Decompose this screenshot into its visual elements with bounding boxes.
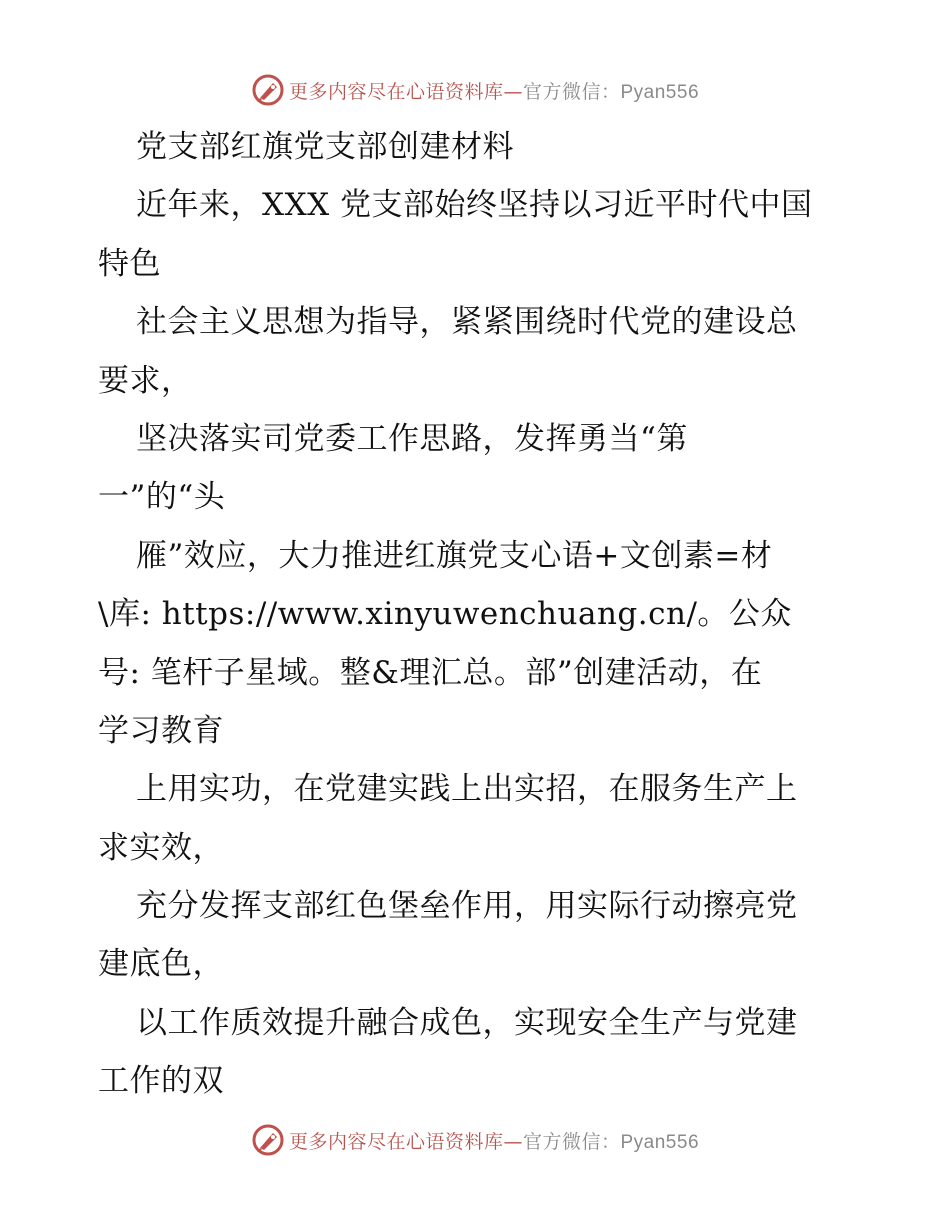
paragraph-line: 求实效， [98, 829, 224, 866]
header-watermark [0, 70, 950, 110]
paragraph-line: 近年来，XXX 党支部始终坚持以习近平时代中国 [136, 187, 813, 224]
paragraph-line: 特色 [98, 245, 161, 282]
paragraph-line: 要求， [98, 362, 193, 399]
footer-watermark [0, 1120, 950, 1160]
watermark-text: 更多内容尽在心语资料库—官方微信：Pyan556 [288, 1130, 700, 1153]
paragraph-line: 以工作质效提升融合成色，实现安全生产与党建 [136, 1004, 798, 1041]
paragraph-line: 社会主义思想为指导，紧紧围绕时代党的建设总 [136, 304, 798, 341]
paragraph-line: 建底色， [98, 946, 224, 983]
watermark-text: 更多内容尽在心语资料库—官方微信：Pyan556 [288, 80, 700, 103]
paragraph-line: 充分发挥支部红色堡垒作用，用实际行动擦亮党 [136, 888, 798, 925]
document-title: 党支部红旗党支部创建材料 [136, 129, 514, 165]
paragraph-line: \库: https://www.xinyuwenchuang.cn/。公众 [98, 596, 792, 633]
paragraph-line: 一”的“头 [98, 479, 226, 516]
paragraph-line: 号: 笔杆子星域。整&理汇总。部”创建活动，在 [98, 654, 763, 691]
document-body [98, 118, 858, 1111]
paragraph-line: 坚决落实司党委工作思路，发挥勇当“第 [136, 420, 688, 457]
pen-nib-logo-icon [251, 73, 285, 107]
paragraph-line: 上用实功，在党建实践上出实招，在服务生产上 [136, 771, 798, 808]
pen-nib-logo-icon [251, 1123, 285, 1157]
paragraph-line: 工作的双 [98, 1063, 224, 1100]
paragraph-line: 雁”效应，大力推进红旗党支心语+文创素=材 [136, 537, 773, 574]
paragraph-line: 学习教育 [98, 712, 224, 749]
